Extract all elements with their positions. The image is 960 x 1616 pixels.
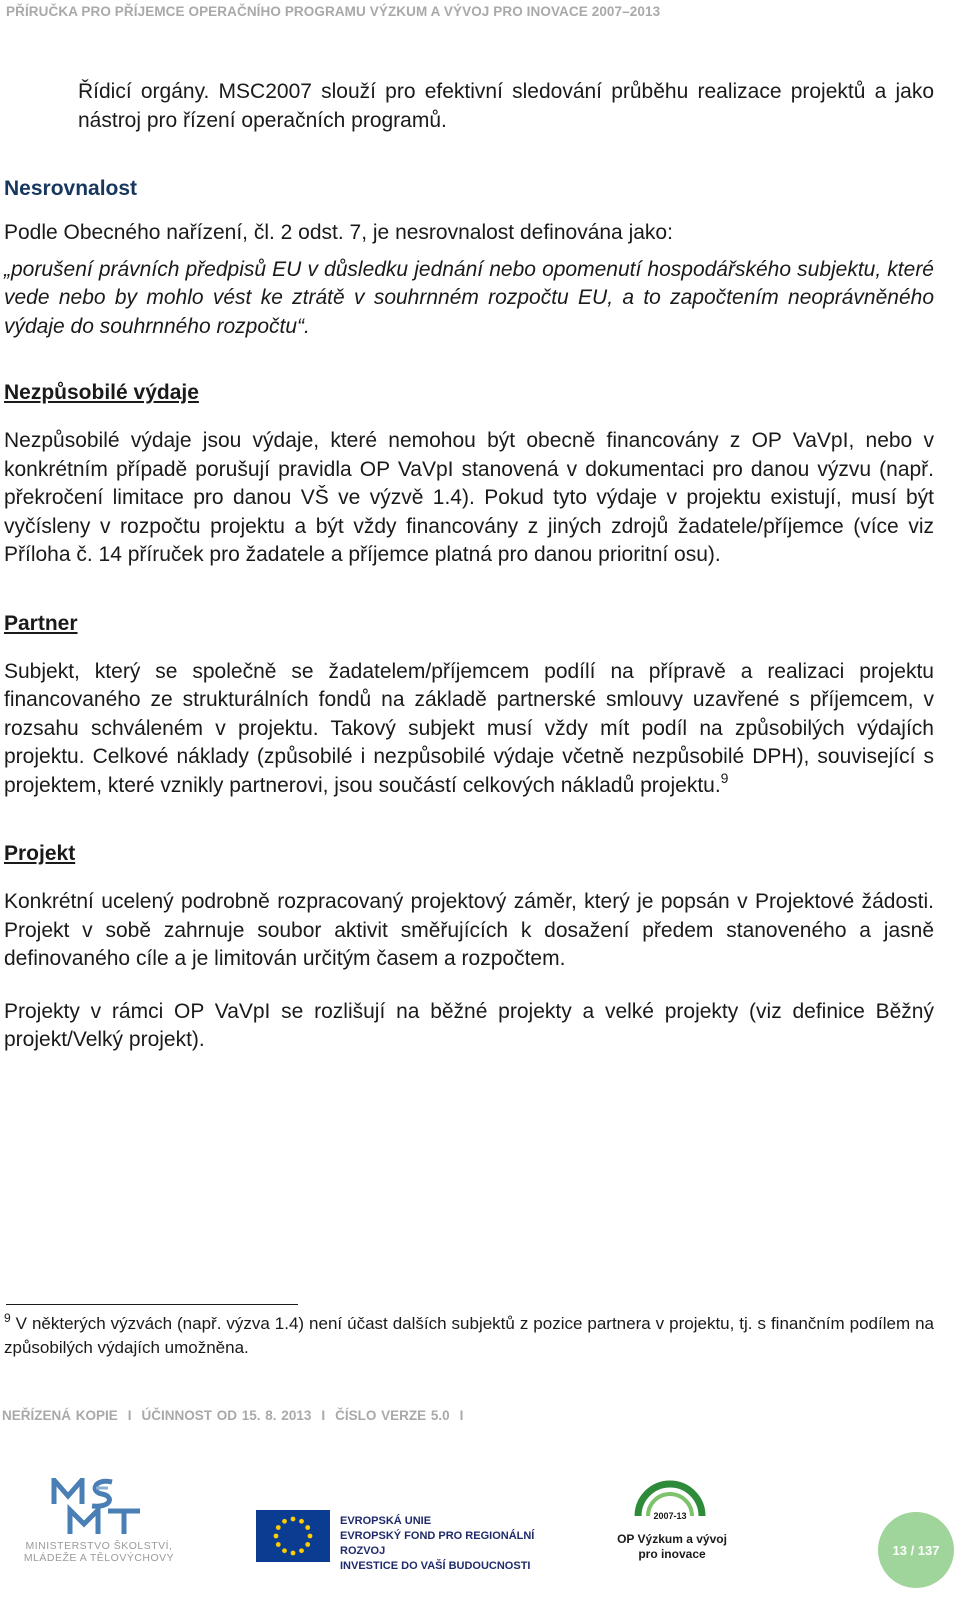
nesrovnalost-lead: Podle Obecného nařízení, čl. 2 odst. 7, je nesrovnalost definována jako: bbox=[4, 221, 673, 244]
msmt-logo bbox=[6, 1478, 186, 1570]
status-separator: I bbox=[459, 1408, 464, 1423]
projekt-paragraph-2: Projekty v rámci OP VaVpI se rozlišují na běžné projekty a velké projekty (viz definice Běžný projekt/Velký projekt). bbox=[4, 999, 934, 1051]
footnote-separator bbox=[6, 1304, 298, 1305]
footnote-reference[interactable]: 9 bbox=[720, 769, 729, 786]
eu-star-icon bbox=[282, 1548, 287, 1553]
status-copy: NEŘÍZENÁ KOPIE bbox=[2, 1408, 118, 1423]
eu-star-icon bbox=[282, 1519, 287, 1524]
eu-star-icon bbox=[276, 1542, 281, 1547]
msmt-caption-line-2: MLÁDEŽE A TĚLOVÝCHOVY bbox=[23, 1552, 175, 1564]
eu-star-icon bbox=[274, 1534, 279, 1539]
intro-paragraph: Řídicí orgány. MSC2007 slouží pro efektivní sledování průběhu realizace projektů a jako nástroj pro řízení operačních programů. bbox=[78, 80, 934, 132]
projekt-paragraph-1: Konkrétní ucelený podrobně rozpracovaný projektový záměr, který je popsán v Projektové žádosti. Projekt v sobě zahrnuje soubor aktivit směřujících k dosažení předem stanoveného a jasně definovaného cíle a je limitován určitým časem a rozpočtem. bbox=[4, 890, 934, 970]
eu-star-icon bbox=[299, 1548, 304, 1553]
eu-star-icon bbox=[291, 1551, 296, 1556]
eu-flag-icon bbox=[256, 1510, 330, 1562]
eu-logo bbox=[256, 1510, 556, 1574]
op-vavpi-emblem-icon bbox=[630, 1472, 710, 1530]
msmt-caption bbox=[6, 1540, 192, 1564]
heading-projekt: Projekt bbox=[4, 842, 76, 865]
status-separator: I bbox=[127, 1408, 132, 1423]
msmt-monogram-icon bbox=[50, 1478, 150, 1536]
document-status-line bbox=[2, 1408, 473, 1423]
footnote-number: 9 bbox=[4, 1311, 11, 1325]
partner-paragraph bbox=[4, 658, 934, 801]
op-vavpi-logo bbox=[606, 1472, 738, 1576]
op-caption bbox=[606, 1532, 738, 1562]
eu-caption-line-3: INVESTICE DO VAŠÍ BUDOUCNOSTI bbox=[340, 1560, 531, 1572]
eu-caption bbox=[340, 1514, 556, 1574]
op-years-label: 2007-13 bbox=[653, 1511, 687, 1521]
eu-star-icon bbox=[299, 1519, 304, 1524]
status-version: ČÍSLO VERZE 5.0 bbox=[335, 1408, 450, 1423]
op-caption-line-2: pro inovace bbox=[638, 1547, 706, 1561]
nesrovnalost-quote: „porušení právních předpisů EU v důsledku jednání nebo opomenutí hospodářského subjektu, které vede nebo by mohlo vést ke ztrátě v souhrnném rozpočtu EU, a to započtením neoprávněného výdaje do souhrnného rozpočtu“. bbox=[4, 257, 934, 338]
status-separator: I bbox=[321, 1408, 326, 1423]
eu-caption-line-1: EVROPSKÁ UNIE bbox=[340, 1515, 432, 1527]
running-header: PŘÍRUČKA PRO PŘÍJEMCE OPERAČNÍHO PROGRAMU VÝZKUM A VÝVOJ PRO INOVACE 2007–2013 bbox=[6, 4, 661, 19]
footnote-text: V některých výzvách (např. výzva 1.4) není účast dalších subjektů z pozice partnera v projektu, tj. s finančním podílem na způsobilých výdajích umožněna. bbox=[4, 1314, 934, 1357]
heading-nesrovnalost: Nesrovnalost bbox=[4, 177, 138, 200]
document-body bbox=[4, 78, 934, 1055]
eu-star-icon bbox=[308, 1534, 313, 1539]
nezpusobile-vydaje-paragraph: Nezpůsobilé výdaje jsou výdaje, které nemohou být obecně financovány z OP VaVpI, nebo v konkrétním případě porušují pravidla OP VaVpI stanovená v dokumentaci pro danou výzvu (např. překročení limitace pro danou VŠ ve výzvě 1.4). Pokud tyto výdaje v projektu existují, musí být vyčísleny v rozpočtu projektu a být vždy financovány z jiných zdrojů žadatele/příjemce (více viz Příloha č. 14 příruček pro žadatele a příjemce platná pro danou prioritní osu). bbox=[4, 429, 934, 566]
heading-nezpusobile-vydaje: Nezpůsobilé výdaje bbox=[4, 381, 199, 404]
op-caption-line-1: OP Výzkum a vývoj bbox=[617, 1532, 727, 1546]
status-effective-date: ÚČINNOST OD 15. 8. 2013 bbox=[141, 1408, 312, 1423]
eu-star-icon bbox=[291, 1517, 296, 1522]
eu-star-icon bbox=[305, 1542, 310, 1547]
eu-star-icon bbox=[276, 1525, 281, 1530]
page-number-badge: 13 / 137 bbox=[878, 1512, 954, 1588]
eu-star-icon bbox=[305, 1525, 310, 1530]
footnote bbox=[4, 1312, 934, 1360]
msmt-caption-line-1: MINISTERSTVO ŠKOLSTVÍ, bbox=[25, 1540, 173, 1552]
partner-text: Subjekt, který se společně se žadatelem/příjemcem podílí na přípravě a realizaci projektu financovaného ze strukturálních fondů na základě partnerské smlouvy uzavřené s příjemcem, v rozsahu schváleném v projektu. Takový subjekt musí vždy mít podíl na způsobilých výdajích projektu. Celkové náklady (způsobilé i nezpůsobilé výdaje včetně nezpůsobilé DPH), související s projektem, které vznikly partnerovi, jsou součástí celkových nákladů projektu. bbox=[4, 659, 934, 797]
heading-partner: Partner bbox=[4, 611, 78, 635]
eu-caption-line-2: EVROPSKÝ FOND PRO REGIONÁLNÍ ROZVOJ bbox=[340, 1530, 535, 1557]
